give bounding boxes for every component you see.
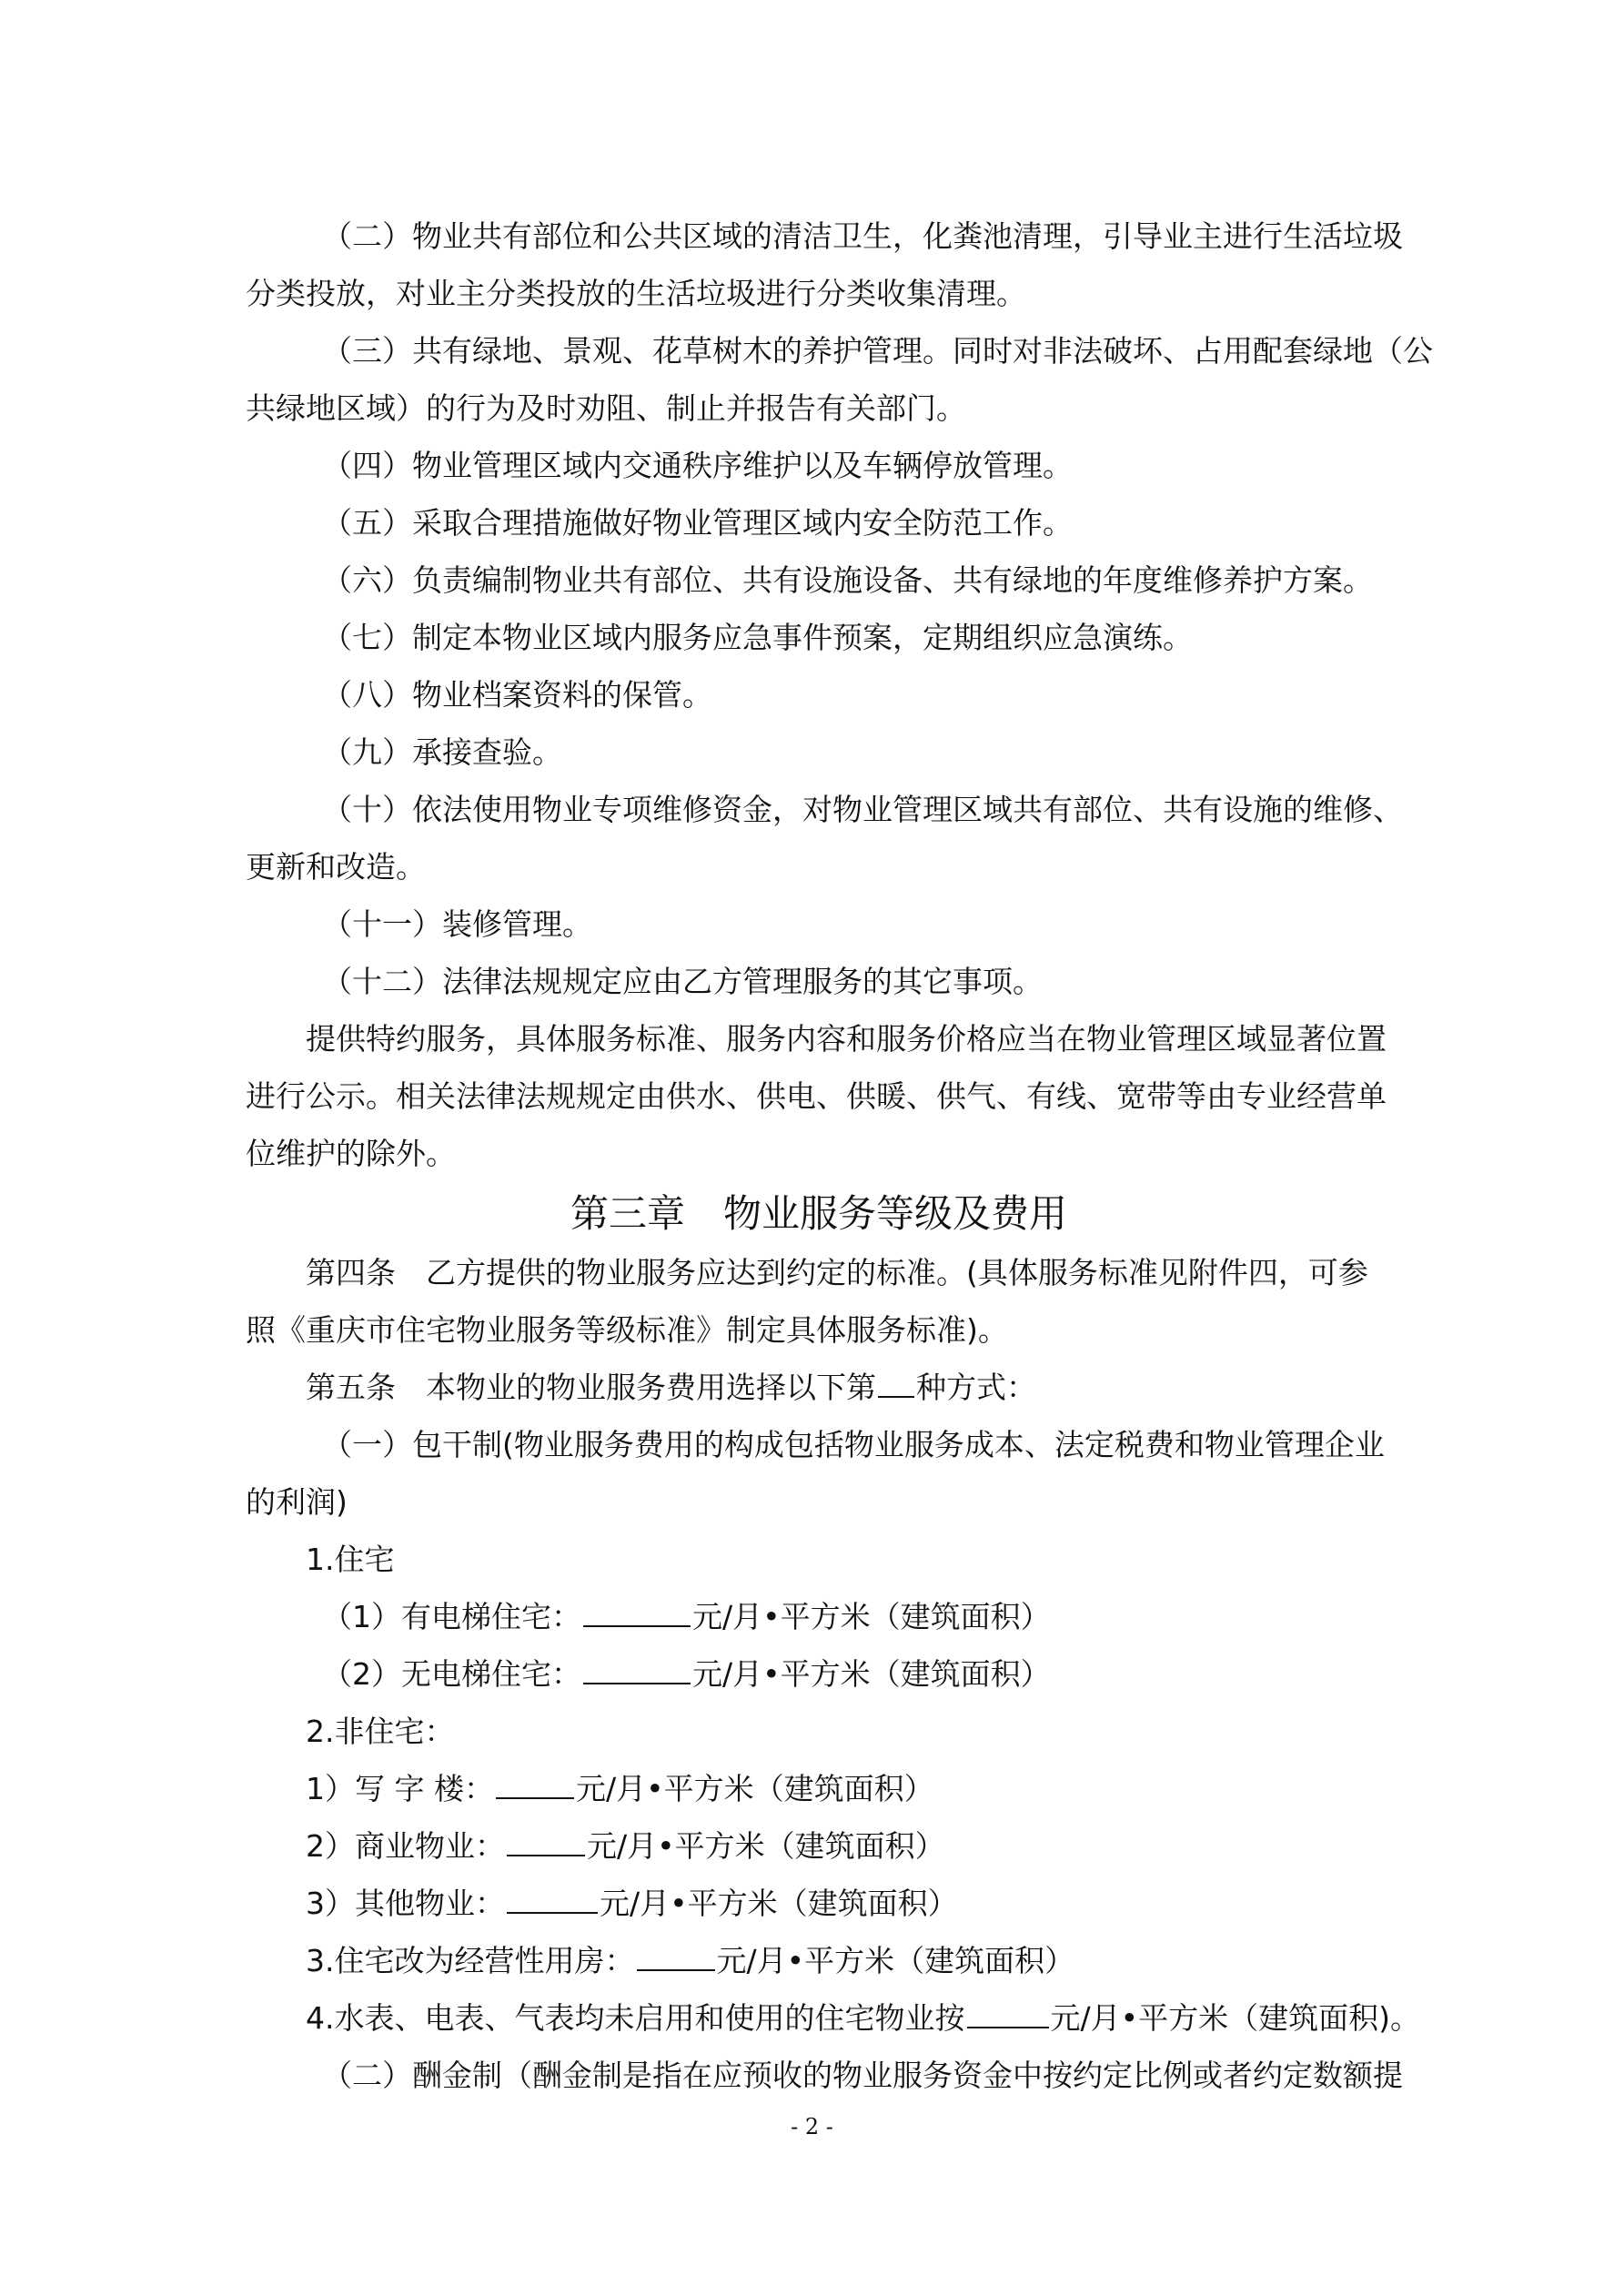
fee-unit: 元/月•平方米（建筑面积） <box>600 1886 958 1921</box>
residential-heading: 1.住宅 <box>306 1542 395 1577</box>
paragraph: （八）物业档案资料的保管。 <box>322 677 712 713</box>
fee-label: 1）写 字 楼： <box>306 1771 494 1806</box>
paragraph: （九）承接查验。 <box>322 734 562 770</box>
fee-line-office <box>246 1760 1392 1817</box>
fee-unit: 元/月•平方米（建筑面积） <box>716 1943 1075 1978</box>
fee-label: 3）其他物业： <box>306 1886 505 1921</box>
article-5-prefix: 第五条 本物业的物业服务费用选择以下第 <box>306 1370 876 1405</box>
fee-label: （2）无电梯住宅： <box>322 1656 581 1692</box>
fee-label: （1）有电梯住宅： <box>322 1599 581 1634</box>
fee-line-no-elevator <box>246 1645 1392 1703</box>
article-4-continued: 照《重庆市住宅物业服务等级标准》制定具体服务标准)。 <box>246 1312 1008 1348</box>
blank-fee-converted[interactable] <box>637 1942 715 1971</box>
fee-unit: 元/月•平方米（建筑面积） <box>692 1599 1051 1634</box>
fee-unit: 元/月•平方米（建筑面积） <box>587 1828 945 1864</box>
fee-line-unused <box>246 1989 1420 2047</box>
paragraph: （十二）法律法规规定应由乙方管理服务的其它事项。 <box>322 964 1043 999</box>
fee-line-elevator <box>246 1588 1392 1645</box>
paragraph: （十一）装修管理。 <box>322 906 592 942</box>
paragraph: 分类投放，对业主分类投放的生活垃圾进行分类收集清理。 <box>246 276 1026 311</box>
blank-fee-office[interactable] <box>496 1770 574 1799</box>
fee-unit: 元/月•平方米（建筑面积） <box>692 1656 1051 1692</box>
blank-fee-no-elevator[interactable] <box>583 1655 691 1684</box>
paragraph: 共绿地区域）的行为及时劝阻、制止并报告有关部门。 <box>246 390 966 426</box>
paragraph: （五）采取合理措施做好物业管理区域内安全防范工作。 <box>322 505 1073 541</box>
article-5 <box>246 1359 1392 1416</box>
fee-line-other <box>246 1875 1392 1932</box>
fee-line-commercial <box>246 1817 1392 1875</box>
paragraph: 进行公示。相关法律法规规定由供水、供电、供暖、供气、有线、宽带等由专业经营单 <box>246 1078 1387 1114</box>
paragraph: （六）负责编制物业共有部位、共有设施设备、共有绿地的年度维修养护方案。 <box>322 562 1373 598</box>
paragraph: （七）制定本物业区域内服务应急事件预案，定期组织应急演练。 <box>322 620 1193 655</box>
fee-label: 3.住宅改为经营性用房： <box>306 1943 635 1978</box>
option-1-continued: 的利润) <box>246 1484 348 1520</box>
article-4: 第四条 乙方提供的物业服务应达到约定的标准。(具体服务标准见附件四，可参 <box>306 1255 1368 1290</box>
paragraph: 位维护的除外。 <box>246 1136 456 1171</box>
option-1: （一）包干制(物业服务费用的构成包括物业服务成本、法定税费和物业管理企业 <box>322 1427 1385 1462</box>
paragraph: （三）共有绿地、景观、花草树木的养护管理。同时对非法破坏、占用配套绿地（公 <box>322 333 1433 369</box>
page-number: - 2 - <box>791 2114 833 2139</box>
paragraph: 更新和改造。 <box>246 849 426 885</box>
chapter-title: 第三章 物业服务等级及费用 <box>570 1191 1067 1236</box>
fee-label: 4.水表、电表、气表均未启用和使用的住宅物业按 <box>306 2000 965 2036</box>
article-5-suffix: 种方式： <box>916 1370 1036 1405</box>
blank-fee-elevator[interactable] <box>583 1598 691 1627</box>
blank-fee-commercial[interactable] <box>507 1827 585 1856</box>
paragraph: （二）物业共有部位和公共区域的清洁卫生，化粪池清理，引导业主进行生活垃圾 <box>322 218 1403 254</box>
page-content <box>246 207 1433 2104</box>
blank-fee-unused[interactable] <box>967 1999 1049 2028</box>
blank-fee-other[interactable] <box>507 1885 598 1914</box>
paragraph: （四）物业管理区域内交通秩序维护以及车辆停放管理。 <box>322 448 1073 483</box>
fee-unit: 元/月•平方米（建筑面积） <box>575 1771 934 1806</box>
fee-unit: 元/月•平方米（建筑面积)。 <box>1050 2000 1420 2036</box>
non-residential-heading: 2.非住宅： <box>306 1714 455 1749</box>
option-2: （二）酬金制（酬金制是指在应预收的物业服务资金中按约定比例或者约定数额提 <box>322 2058 1403 2093</box>
blank-option-number[interactable] <box>878 1369 914 1398</box>
paragraph: 提供特约服务，具体服务标准、服务内容和服务价格应当在物业管理区域显著位置 <box>306 1021 1387 1057</box>
paragraph: （十）依法使用物业专项维修资金，对物业管理区域共有部位、共有设施的维修、 <box>322 792 1403 827</box>
fee-label: 2）商业物业： <box>306 1828 505 1864</box>
fee-line-converted <box>246 1932 1392 1989</box>
